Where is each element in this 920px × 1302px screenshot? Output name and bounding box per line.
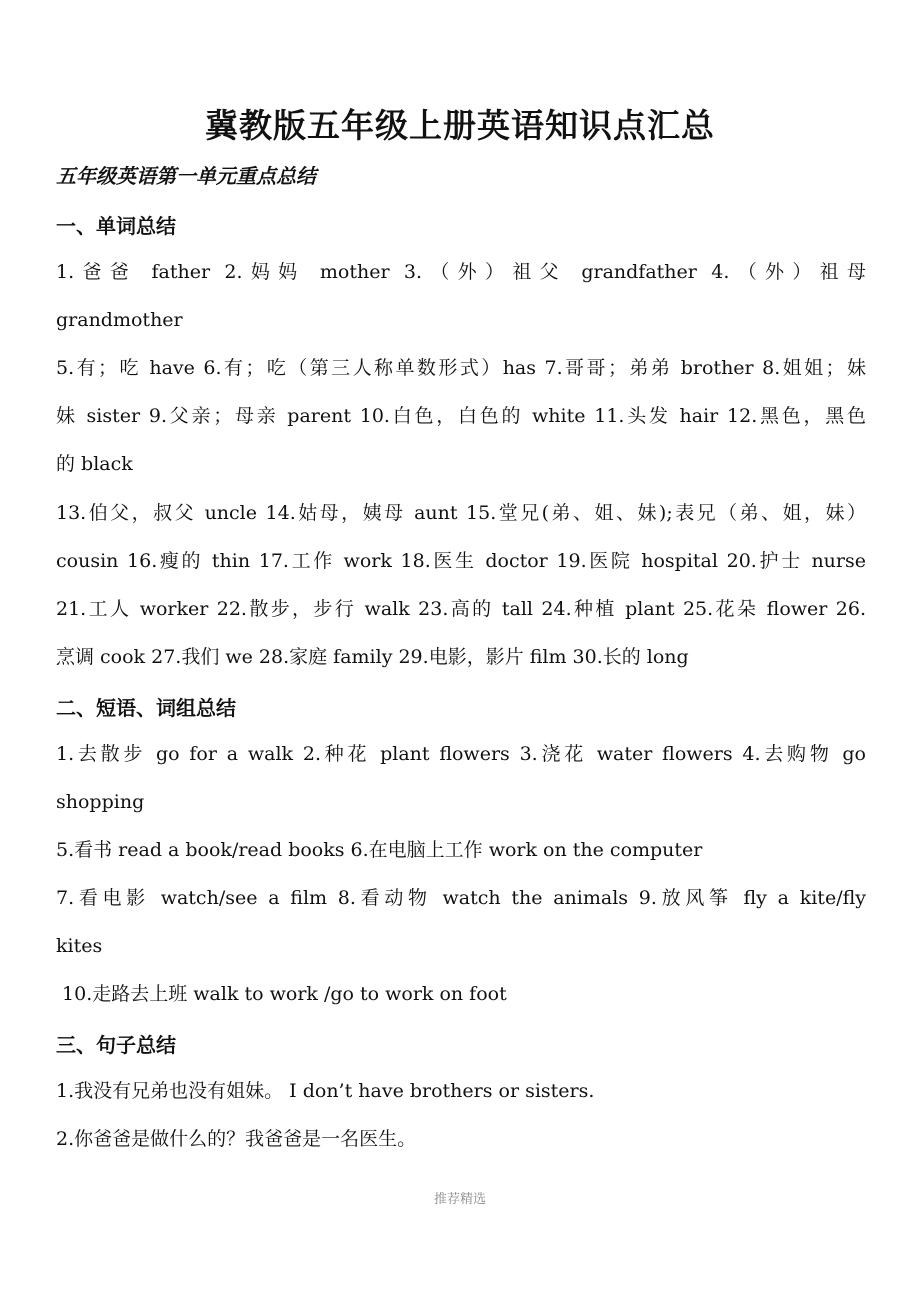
section-heading-phrases: 二、短语、词组总结 [56,696,236,720]
vocabulary-line: 烹调 cook 27.我们 we 28.家庭 family 29.电影，影片 film 30.长的 long [56,646,689,668]
vocabulary-line: 妹 sister 9.父亲；母亲 parent 10.白色，白色的 white 11.头发 hair 12.黑色，黑色 [56,405,866,427]
phrase-line: 1.去散步 go for a walk 2.种花 plant flowers 3.浇花 water flowers 4.去购物 go [56,743,866,765]
vocabulary-line: cousin 16.瘦的 thin 17.工作 work 18.医生 doctor 19.医院 hospital 20.护士 nurse [56,550,866,572]
page-footer: 推荐精选 [433,1192,486,1207]
sentence-line: 1.我没有兄弟也没有姐妹。 I don’t have brothers or sisters. [56,1080,595,1102]
phrase-line: 5.看书 read a book/read books 6.在电脑上工作 work on the computer [56,839,703,861]
vocabulary-line: grandmother [56,309,183,331]
phrase-line: 10.走路去上班 walk to work /go to work on foot [56,983,507,1005]
phrase-line: kites [56,935,103,957]
vocabulary-line: 的 black [56,453,133,475]
vocabulary-line: 1.爸爸 father 2.妈妈 mother 3.（外）祖父 grandfather 4.（外）祖母 [56,261,866,283]
sentence-line: 2.你爸爸是做什么的？我爸爸是一名医生。 [56,1128,417,1150]
section-heading-sentences: 三、句子总结 [56,1033,176,1057]
unit-subtitle: 五年级英语第一单元重点总结 [56,164,316,188]
vocabulary-line: 21.工人 worker 22.散步，步行 walk 23.高的 tall 24.种植 plant 25.花朵 flower 26. [56,598,866,620]
phrase-line: shopping [56,791,145,813]
section-heading-vocabulary: 一、单词总结 [56,214,176,238]
vocabulary-line: 5.有；吃 have 6.有；吃（第三人称单数形式）has 7.哥哥；弟弟 brother 8.姐姐；妹 [56,357,866,379]
document-title: 冀教版五年级上册英语知识点汇总 [205,106,715,145]
vocabulary-line: 13.伯父，叔父 uncle 14.姑母，姨母 aunt 15.堂兄(弟、姐、妹);表兄（弟、姐，妹） [56,502,866,524]
phrase-line: 7.看电影 watch/see a film 8.看动物 watch the animals 9.放风筝 fly a kite/fly [56,887,866,909]
